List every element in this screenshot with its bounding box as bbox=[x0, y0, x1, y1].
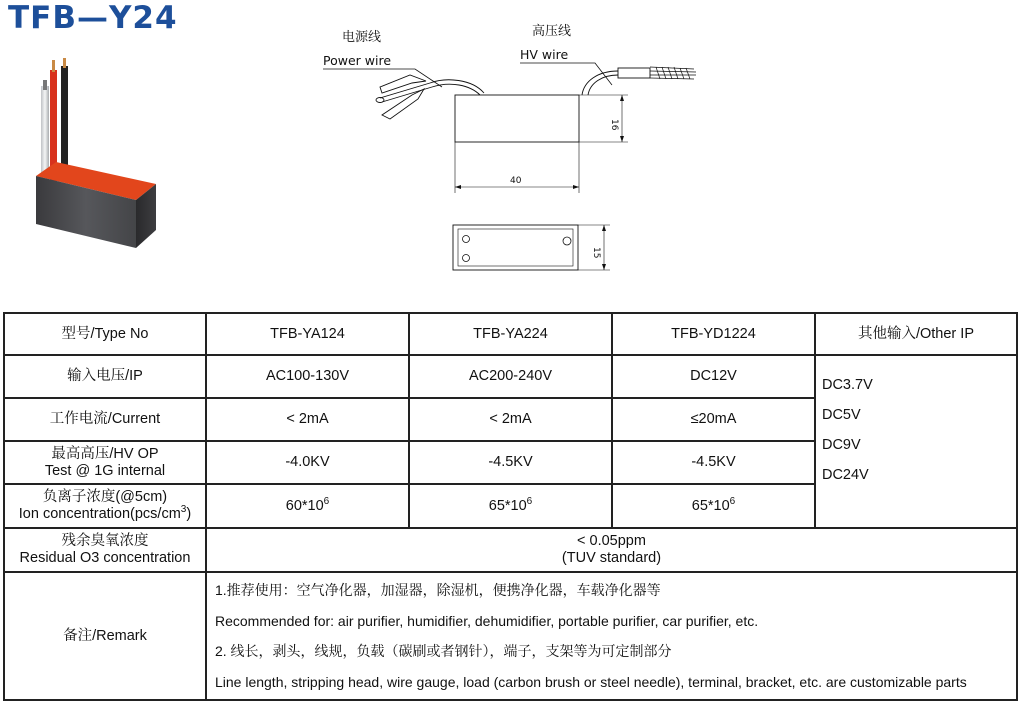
type-no-label: 型号/Type No bbox=[4, 313, 206, 355]
technical-drawing bbox=[320, 15, 720, 285]
power-wire-label-en: Power wire bbox=[323, 53, 392, 68]
remark-line-3: 2. 线长，剥头，线规，负载（碳刷或者钢针），端子，支架等为可定制部分 bbox=[214, 643, 672, 659]
other-ip-item: DC5V bbox=[821, 407, 861, 423]
remark-row bbox=[4, 572, 1017, 700]
ion-label bbox=[4, 484, 206, 528]
model-3: TFB-YD1224 bbox=[612, 313, 815, 355]
product-photo bbox=[28, 58, 168, 253]
model-2: TFB-YA224 bbox=[409, 313, 612, 355]
remark-line-1: 1.推荐使用：空气净化器，加湿器，除湿机，便携净化器，车载净化器等 bbox=[214, 582, 661, 598]
current-2: < 2mA bbox=[409, 398, 612, 441]
hv-output-label bbox=[4, 441, 206, 484]
remark-content bbox=[206, 572, 1017, 700]
hv-output-label-cn: 最高高压/HV OP bbox=[51, 445, 159, 462]
ozone-row bbox=[4, 528, 1017, 572]
ozone-value-text: < 0.05ppm bbox=[577, 533, 646, 549]
input-voltage-1: AC100-130V bbox=[206, 355, 409, 398]
other-ip-list bbox=[815, 355, 1017, 528]
ozone-label-cn: 残余臭氧浓度 bbox=[61, 533, 149, 549]
front-view-body bbox=[455, 95, 579, 142]
product-title: TFB—Y24 bbox=[8, 0, 178, 36]
other-ip-item: DC24V bbox=[821, 467, 869, 483]
power-wire-label-cn: 电源线 bbox=[342, 30, 382, 45]
hv-output-2: -4.5KV bbox=[409, 441, 612, 484]
ozone-label-en: Residual O3 concentration bbox=[19, 550, 191, 566]
ion-value-1: $60*10^6$ bbox=[206, 484, 409, 528]
other-ip-item: DC3.7V bbox=[821, 377, 873, 393]
ion-value-2: $65*10^6$ bbox=[409, 484, 612, 528]
hv-wire bbox=[582, 67, 696, 95]
current-3: ≤20mA bbox=[612, 398, 815, 441]
remark-line-4: Line length, stripping head, wire gauge, load (carbon brush or steel needle), terminal, bracket, etc. are customizable parts bbox=[214, 673, 967, 690]
dim-length: 40 bbox=[510, 176, 522, 186]
hv-wire-label-en: HV wire bbox=[520, 47, 569, 62]
input-voltage-row bbox=[4, 355, 1017, 398]
ozone-value bbox=[206, 528, 1017, 572]
ion-label-cn: 负离子浓度(@5cm) bbox=[42, 489, 168, 505]
input-voltage-2: AC200-240V bbox=[409, 355, 612, 398]
model-1: TFB-YA124 bbox=[206, 313, 409, 355]
spec-table bbox=[3, 312, 1018, 701]
header-row bbox=[4, 313, 1017, 355]
other-ip-header: 其他输入/Other IP bbox=[815, 313, 1017, 355]
ion-label-en: Ion $concentration(pcs/cm^3)$ bbox=[18, 504, 192, 522]
ion-value-3: $65*10^6$ bbox=[612, 484, 815, 528]
dim-height: 16 bbox=[609, 119, 619, 131]
ozone-standard: (TUV standard) bbox=[561, 550, 662, 566]
current-label: 工作电流/Current bbox=[4, 398, 206, 441]
hv-wire-label-cn: 高压线 bbox=[532, 24, 572, 39]
top-view-body bbox=[453, 225, 578, 270]
current-1: < 2mA bbox=[206, 398, 409, 441]
ozone-label bbox=[4, 528, 206, 572]
hv-output-label-en: Test @ 1G internal bbox=[44, 462, 166, 479]
remark-label: 备注/Remark bbox=[4, 572, 206, 700]
black-wire bbox=[61, 66, 68, 176]
input-voltage-label: 输入电压/IP bbox=[4, 355, 206, 398]
hv-output-1: -4.0KV bbox=[206, 441, 409, 484]
input-voltage-3: DC12V bbox=[612, 355, 815, 398]
remark-line-2: Recommended for: air purifier, humidifier, dehumidifier, portable purifier, car purifier, etc. bbox=[214, 612, 759, 629]
hv-output-3: -4.5KV bbox=[612, 441, 815, 484]
dim-width: 15 bbox=[591, 247, 601, 259]
other-ip-item: DC9V bbox=[821, 437, 861, 453]
